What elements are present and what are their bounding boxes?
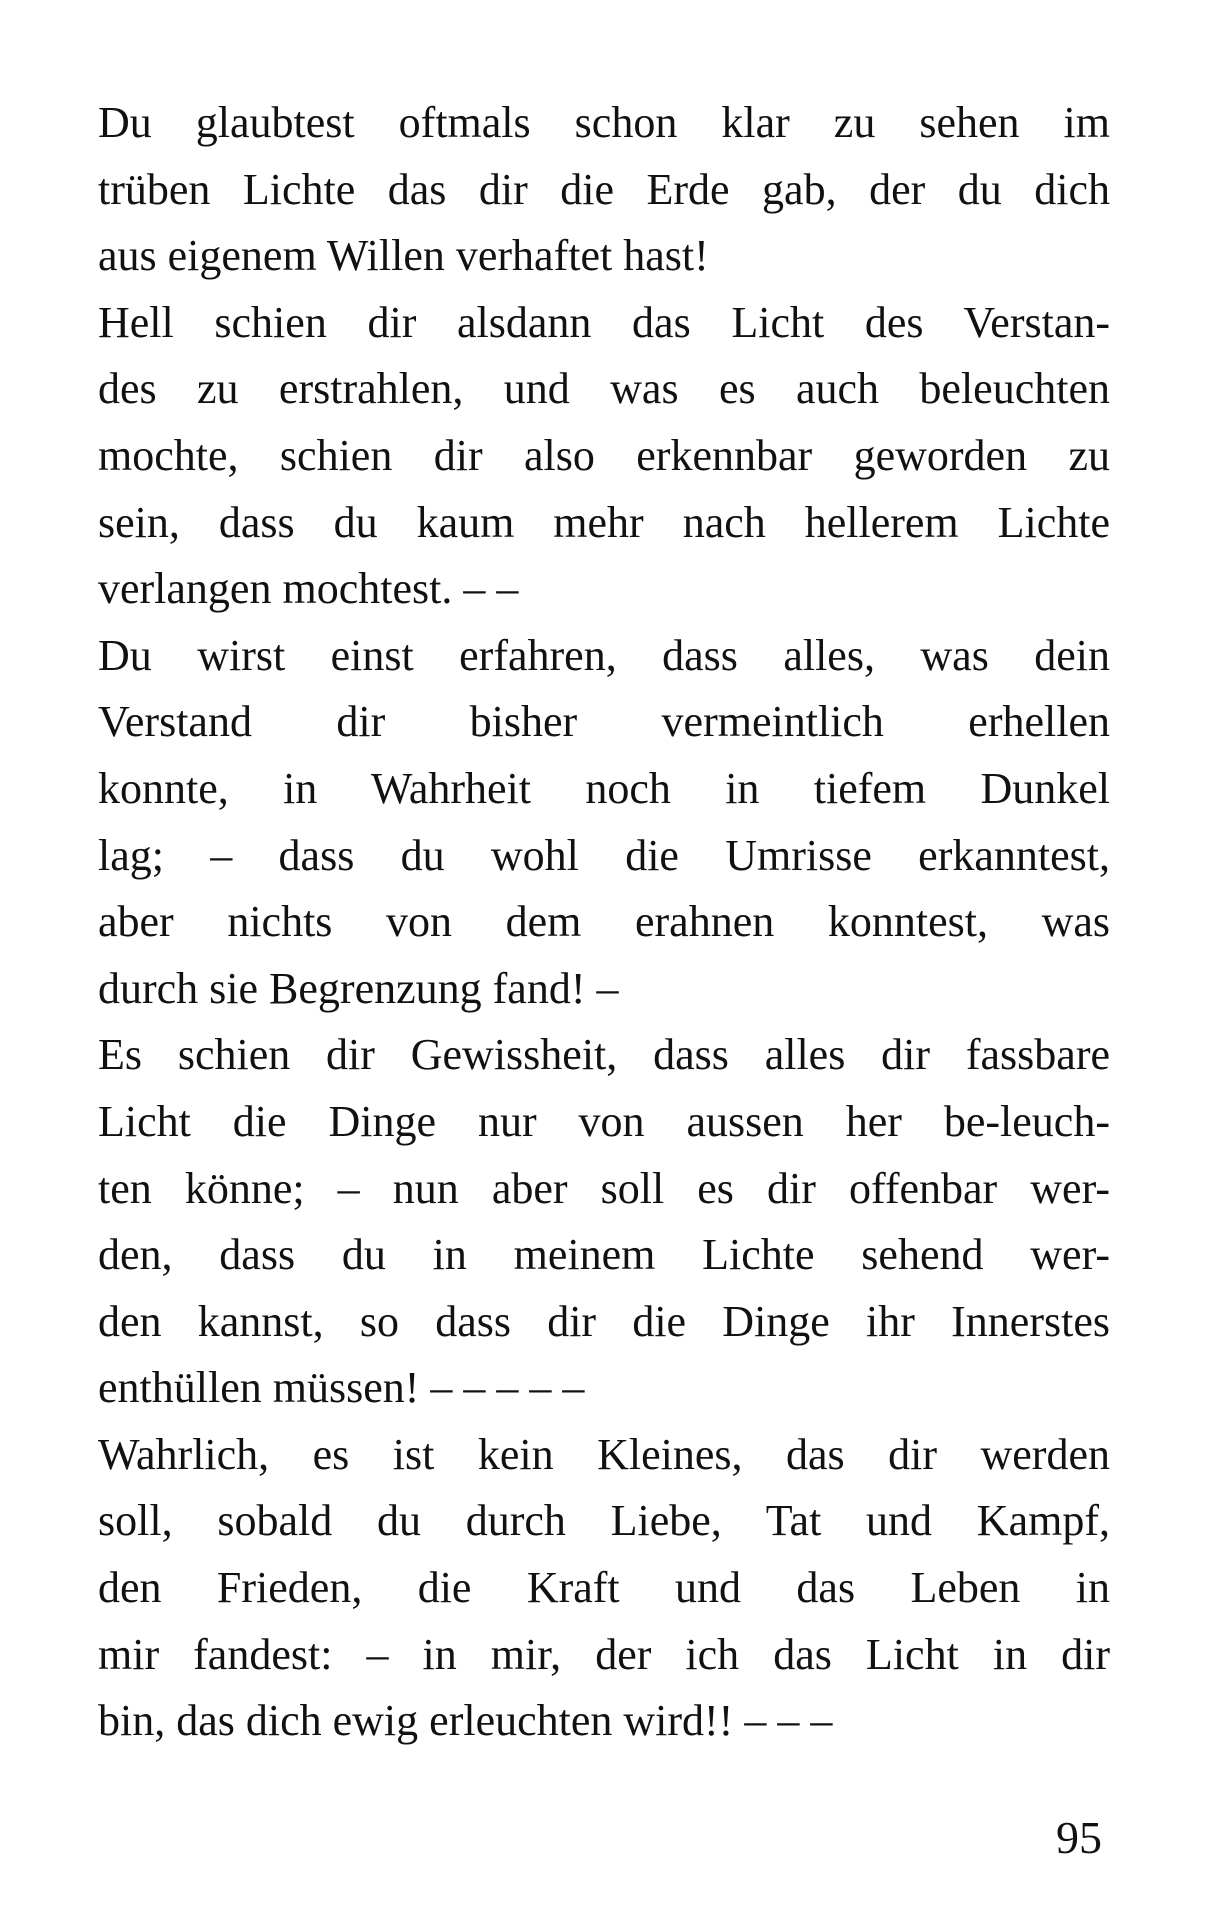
text-line: den kannst, so dass dir die Dinge ihr Innerstes [98, 1296, 1110, 1346]
text-line: lag; – dass du wohl die Umrisse erkanntest, [98, 830, 1110, 880]
text-line: aber nichts von dem erahnen konntest, was [98, 897, 1110, 947]
page-number: 95 [1056, 1812, 1102, 1863]
text-line: Es schien dir Gewissheit, dass alles dir fassbare [98, 1030, 1110, 1080]
text-line: soll, sobald du durch Liebe, Tat und Kampf, [98, 1496, 1110, 1546]
text-line: mochte, schien dir also erkennbar geworden zu [98, 430, 1110, 480]
text-line: aus eigenem Willen verhaftet hast! [98, 231, 709, 281]
text-line: Hell schien dir alsdann das Licht des Verstan- [98, 297, 1110, 347]
text-line: Wahrlich, es ist kein Kleines, das dir werden [98, 1429, 1110, 1479]
text-line: Du wirst einst erfahren, dass alles, was dein [98, 630, 1110, 680]
text-line: bin, das dich ewig erleuchten wird!! – – – [98, 1696, 833, 1746]
text-line: Verstand dir bisher vermeintlich erhellen [98, 697, 1110, 747]
text-line: sein, dass du kaum mehr nach hellerem Lichte [98, 497, 1110, 547]
text-line: konnte, in Wahrheit noch in tiefem Dunkel [98, 763, 1110, 813]
text-line: enthüllen müssen! – – – – – [98, 1363, 585, 1413]
text-line: durch sie Begrenzung fand! – [98, 963, 619, 1013]
body-text [98, 90, 1110, 1755]
text-line: trüben Lichte das dir die Erde gab, der du dich [98, 164, 1110, 214]
text-line: verlangen mochtest. – – [98, 564, 519, 614]
text-line: Du glaubtest oftmals schon klar zu sehen im [98, 98, 1110, 147]
text-line: den, dass du in meinem Lichte sehend wer- [98, 1230, 1110, 1280]
text-line: Licht die Dinge nur von aussen her be-leuch- [98, 1096, 1110, 1146]
text-line: des zu erstrahlen, und was es auch beleuchten [98, 364, 1110, 414]
text-line: den Frieden, die Kraft und das Leben in [98, 1563, 1110, 1613]
text-line: mir fandest: – in mir, der ich das Licht in dir [98, 1629, 1110, 1679]
text-line: ten könne; – nun aber soll es dir offenbar wer- [98, 1163, 1110, 1213]
